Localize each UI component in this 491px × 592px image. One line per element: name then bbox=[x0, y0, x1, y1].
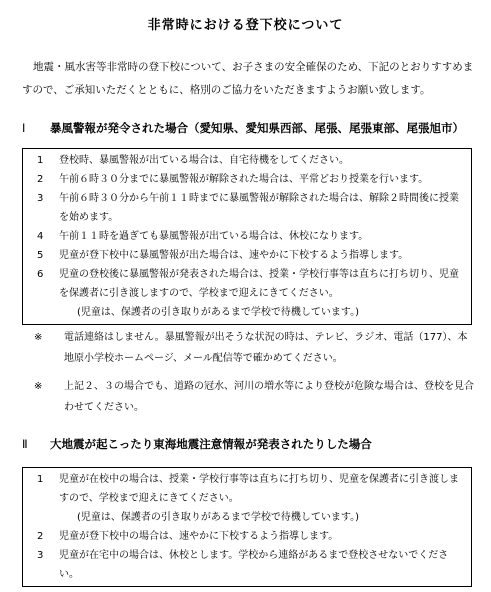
box-note: (児童は、保護者の引き取りがあるまで学校で待機しています。) bbox=[77, 512, 360, 523]
section-1-number: Ⅰ bbox=[22, 121, 26, 135]
item-number: 1 bbox=[37, 155, 44, 166]
list-item bbox=[31, 151, 465, 170]
section-1-box bbox=[22, 148, 472, 325]
item-text: 児童が登下校中の場合は、速やかに下校するよう指導します。 bbox=[59, 531, 339, 542]
item-text: 児童が在校中の場合は、授業・学校行事等は直ちに打ち切り、児童を保護者に引き渡しますので、学校まで迎えにきてください。 bbox=[59, 474, 459, 504]
list-item bbox=[31, 246, 465, 265]
item-text: 児童の登校後に暴風警報が発表された場合は、授業・学校行事等は直ちに打ち切り、児童を保護者に引き渡しますので、学校まで迎えにきてください。 bbox=[59, 269, 459, 299]
list-item bbox=[31, 527, 465, 546]
note-mark: ※ bbox=[34, 381, 43, 392]
list-item bbox=[31, 265, 465, 303]
item-text: 児童が登下校中に暴風警報が出た場合は、速やかに下校するよう指導します。 bbox=[59, 250, 409, 261]
list-item bbox=[31, 170, 465, 189]
note-text: 上記２、３の場合でも、道路の冠水、河川の増水等により登校が危険な場合は、登校を見合わせてください。 bbox=[64, 381, 474, 413]
intro-paragraph: 地震・風水害等非常時の登下校について、お子さまの安全確保のため、下記のとおりすすめますので、ご承知いただくとともに、格別のご協力をいただきますようお願い致します。 bbox=[22, 61, 474, 96]
section-1-title: 暴風警報が発令された場合（愛知県、愛知県西部、尾張、尾張東部、尾張旭市） bbox=[50, 121, 464, 135]
list-item bbox=[31, 227, 465, 246]
document-title: 非常時における登下校について bbox=[147, 18, 344, 33]
item-number: 3 bbox=[37, 193, 44, 204]
note-2 bbox=[34, 376, 474, 418]
item-number: 4 bbox=[37, 231, 44, 242]
list-item bbox=[31, 470, 465, 508]
section-2-heading bbox=[22, 436, 372, 452]
item-number: 1 bbox=[37, 474, 44, 485]
section-1-heading bbox=[22, 120, 464, 136]
item-number: 6 bbox=[37, 269, 44, 280]
item-text: 登校時、暴風警報が出ている場合は、自宅待機をしてください。 bbox=[59, 155, 349, 166]
note-mark: ※ bbox=[34, 332, 43, 343]
item-text: 児童が在宅中の場合は、休校とします。学校から連絡があるまで登校させないでください。 bbox=[59, 550, 449, 580]
section-2-box bbox=[22, 467, 472, 587]
note-text: 電話連絡はしません。暴風警報が出そうな状況の時は、テレビ、ラジオ、電話（177）、本地原小学校ホームページ、メール配信等で確かめてください。 bbox=[64, 332, 468, 364]
section-2-title: 大地震が起こったり東海地震注意情報が発表されたりした場合 bbox=[50, 437, 372, 451]
item-number: 2 bbox=[37, 174, 44, 185]
list-item bbox=[31, 546, 465, 584]
item-text: 午前６時３０分までに暴風警報が解除された場合は、平常どおり授業を行います。 bbox=[59, 174, 429, 185]
box-note: (児童は、保護者の引き取りがあるまで学校で待機しています。) bbox=[77, 307, 360, 318]
item-number: 5 bbox=[37, 250, 44, 261]
list-item bbox=[31, 189, 465, 227]
item-text: 午前６時３０分から午前１１時までに暴風警報が解除された場合は、解除２時間後に授業を始めます。 bbox=[59, 193, 459, 223]
section-2-number: Ⅱ bbox=[22, 437, 28, 451]
item-text: 午前１１時を過ぎても暴風警報が出ている場合は、休校になります。 bbox=[59, 231, 369, 242]
item-number: 3 bbox=[37, 550, 44, 561]
item-number: 2 bbox=[37, 531, 44, 542]
note-1 bbox=[34, 327, 474, 369]
